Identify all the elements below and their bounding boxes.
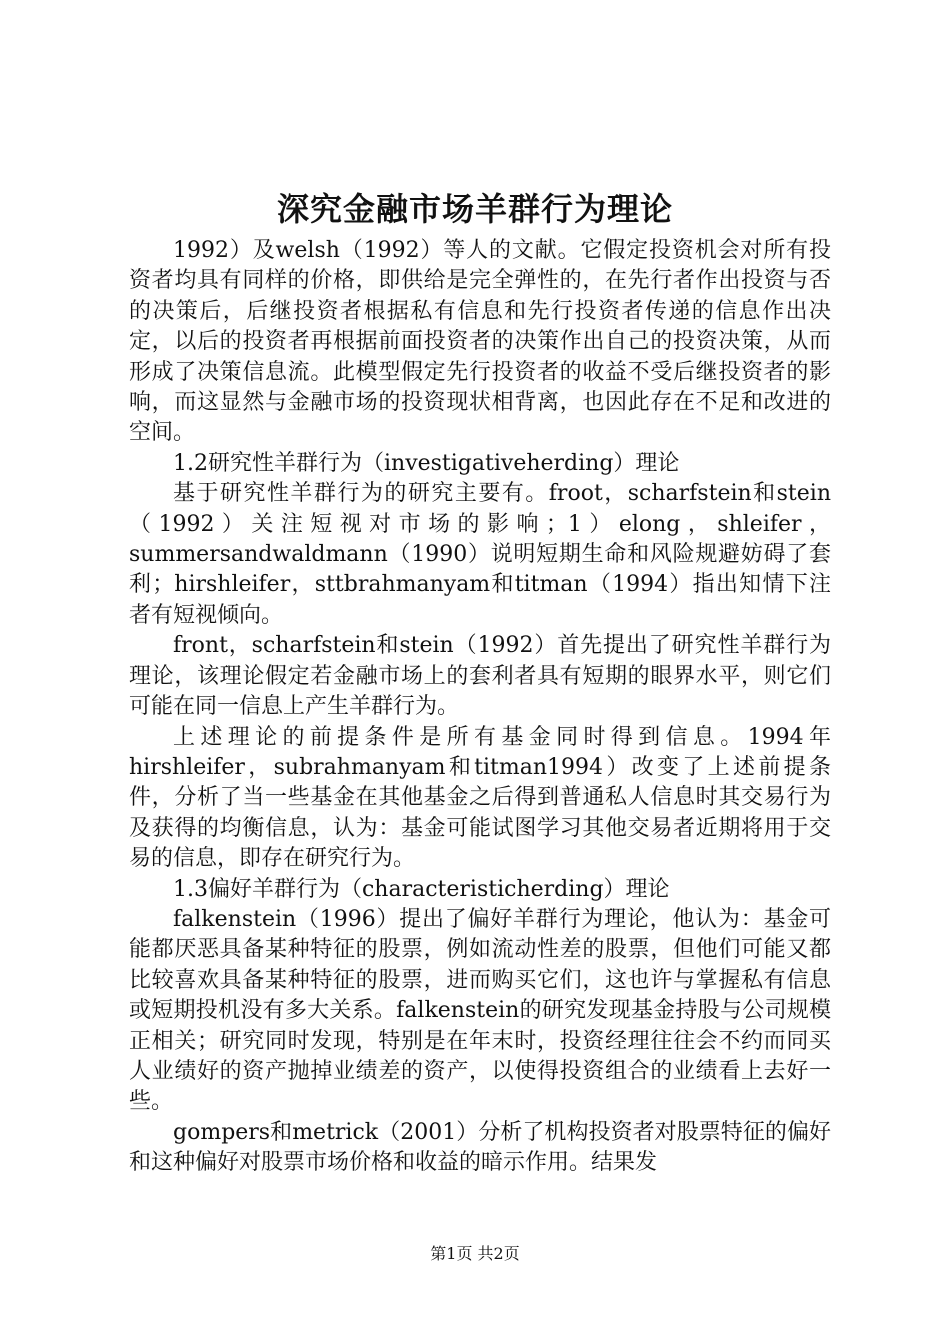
page-title: 深究金融市场羊群行为理论	[276, 190, 673, 228]
paragraph: gompers和metrick（2001）分析了机构投资者对股票特征的偏好和这种偏好对股票市场价格和收益的暗示作用。结果发	[129, 1119, 831, 1176]
section-heading: 1.2研究性羊群行为（investigativeherding）理论	[173, 450, 680, 476]
paragraph: 1992）及welsh（1992）等人的文献。它假定投资机会对所有投资者均具有同样的价格，即供给是完全弹性的，在先行者作出投资与否的决策后，后继投资者根据私有信息和先行投资者传递的信息作出决定，以后的投资者再根据前面投资者的决策作出自己的投资决策，从而形成了决策信息流。此模型假定先行投资者的收益不受后继投资者的影响，而这显然与金融市场的投资现状相背离，也因此存在不足和改进的空间。	[129, 238, 831, 446]
document-body	[129, 236, 831, 1179]
paragraph: 基于研究性羊群行为的研究主要有。froot，scharfstein和stein（1992）关注短视对市场的影响；1）elong，shleifer，summersandwaldmann（1990）说明短期生命和风险规避妨碍了套利；hirshleifer，sttbrahmanyam和titman（1994）指出知情下注者有短视倾向。	[129, 481, 831, 628]
page-footer: 第1页 共2页	[430, 1244, 520, 1263]
paragraph: 上述理论的前提条件是所有基金同时得到信息。1994年hirshleifer，subrahmanyam和titman1994）改变了上述前提条件，分析了当一些基金在其他基金之后得到普通私人信息时其交易行为及获得的均衡信息，认为：基金可能试图学习其他交易者近期将用于交易的信息，即存在研究行为。	[129, 724, 831, 872]
paragraph: falkenstein（1996）提出了偏好羊群行为理论，他认为：基金可能都厌恶具备某种特征的股票，例如流动性差的股票，但他们可能又都比较喜欢具备某种特征的股票，进而购买它们，这也许与掌握私有信息或短期投机没有多大关系。falkenstein的研究发现基金持股与公司规模正相关；研究同时发现，特别是在年末时，投资经理往往会不约而同买人业绩好的资产抛掉业绩差的资产，以使得投资组合的业绩看上去好一些。	[129, 906, 831, 1115]
section-heading: 1.3偏好羊群行为（characteristicherding）理论	[173, 876, 670, 902]
paragraph: front，scharfstein和stein（1992）首先提出了研究性羊群行为理论，该理论假定若金融市场上的套利者具有短期的眼界水平，则它们可能在同一信息上产生羊群行为。	[129, 633, 831, 720]
